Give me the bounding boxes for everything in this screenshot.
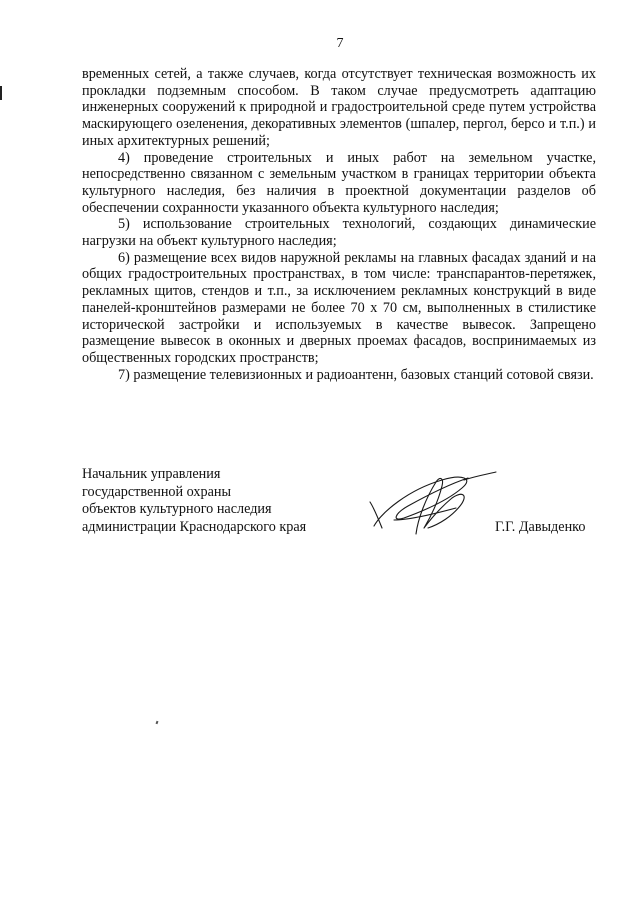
- margin-mark: [0, 86, 2, 100]
- signatory-title: [82, 466, 306, 536]
- paragraph-item-6: 6) размещение всех видов наружной рекламы на главных фасадах зданий и на общих градостроительных пространствах, в том числе: транспарантов-перетяжек, рекламных щитов, стендов и т.п., за исключением рекламных конструкций в виде панелей-кронштейнов размерами не более 70 х 70 см, выполненных в стилистике исторической застройки и используемых в качестве вывесок. Запрещено размещение вывесок в оконных и дверных проемах фасадов, воспринимаемых из общественных городских пространств;: [82, 249, 596, 366]
- signatory-title-line: Начальник управления: [82, 466, 221, 482]
- scan-speck: [156, 721, 159, 725]
- paragraph-item-5: 5) использование строительных технологий, создающих динамические нагрузки на объект культурного наследия;: [82, 216, 596, 250]
- document-body: [82, 66, 596, 383]
- handwritten-signature: [364, 468, 500, 538]
- page-number: 7: [336, 36, 344, 51]
- signatory-title-line: администрации Краснодарского края: [82, 518, 307, 535]
- signatory-title-line: объектов культурного наследия: [82, 501, 272, 517]
- paragraph-item-7: 7) размещение телевизионных и радиоантенн, базовых станций сотовой связи.: [118, 366, 594, 383]
- paragraph-continuation: временных сетей, а также случаев, когда отсутствует техническая возможность их прокладки подземным способом. В таком случае предусмотреть адаптацию инженерных сооружений к природной и градостроительной среде путем устройства маскирующего озеленения, декоративных элементов (шпалер, пергол, берсо и т.п.) и иных архитектурных решений;: [82, 66, 596, 149]
- signatory-title-line: государственной охраны: [82, 483, 232, 500]
- paragraph-item-4: 4) проведение строительных и иных работ на земельном участке, непосредственно связанном с земельным участком в границах территории объекта культурного наследия, без наличия в проектной документации разделов об обеспечении сохранности указанного объекта культурного наследия;: [82, 149, 596, 216]
- signatory-name: Г.Г. Давыденко: [495, 519, 586, 535]
